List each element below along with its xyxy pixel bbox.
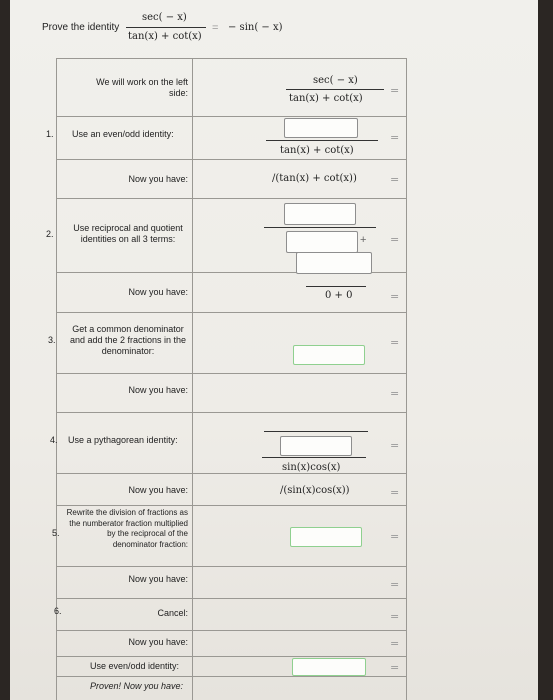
row7-top-bar bbox=[264, 431, 368, 432]
row-instruction: Use reciprocal and quotient identities on all 3 terms: bbox=[73, 223, 183, 244]
step-number: 4. bbox=[50, 435, 58, 445]
row-instruction: Now you have: bbox=[128, 574, 188, 584]
answer-input[interactable] bbox=[296, 252, 372, 274]
header-lhs-numerator: sec( − x) bbox=[142, 12, 187, 23]
table-right-border bbox=[406, 58, 407, 700]
row-instruction: Now you have: bbox=[128, 385, 188, 395]
header-equals: = bbox=[212, 22, 219, 34]
step-number: 5. bbox=[52, 528, 60, 538]
answer-input[interactable] bbox=[290, 527, 362, 547]
row-equals: = bbox=[390, 233, 400, 246]
row-instruction: Now you have: bbox=[128, 174, 188, 184]
answer-input[interactable] bbox=[293, 345, 365, 365]
step-number: 2. bbox=[46, 229, 54, 239]
row-divider bbox=[56, 505, 406, 506]
row-equals: = bbox=[390, 439, 400, 452]
row-divider bbox=[56, 58, 406, 59]
answer-input[interactable] bbox=[284, 203, 356, 225]
header-lhs-denominator: tan(x) + cot(x) bbox=[128, 31, 202, 42]
step-number: 3. bbox=[48, 335, 56, 345]
row-equals: = bbox=[390, 387, 400, 400]
row0-expr-numerator: sec( − x) bbox=[313, 75, 358, 86]
row2-expr: /(tan(x) + cot(x)) bbox=[272, 173, 357, 184]
row-instruction: Now you have: bbox=[128, 637, 188, 647]
row-divider bbox=[56, 630, 406, 631]
row4-fraction-bar bbox=[306, 286, 366, 287]
row-divider bbox=[56, 598, 406, 599]
step-number: 1. bbox=[46, 129, 54, 139]
row-equals: = bbox=[390, 578, 400, 591]
answer-input[interactable] bbox=[280, 436, 352, 456]
row-equals: = bbox=[390, 486, 400, 499]
row-equals: = bbox=[390, 661, 400, 674]
row-instruction: Rewrite the division of fractions as the numberator fraction multiplied by the reciprocal of the denominator fraction: bbox=[66, 508, 188, 549]
table-left-border bbox=[56, 58, 57, 700]
row-divider bbox=[56, 566, 406, 567]
row-instruction: Now you have: bbox=[128, 485, 188, 495]
row-divider bbox=[56, 198, 406, 199]
row1-fraction-bar bbox=[266, 140, 378, 141]
row-equals: = bbox=[390, 610, 400, 623]
table-mid-border bbox=[192, 58, 193, 700]
row-instruction: Proven! Now you have: bbox=[90, 681, 184, 691]
row-divider bbox=[56, 656, 406, 657]
row-equals: = bbox=[390, 290, 400, 303]
row3-fraction-bar bbox=[264, 227, 376, 228]
answer-input[interactable] bbox=[292, 658, 366, 676]
row0-expr-denominator: tan(x) + cot(x) bbox=[289, 93, 363, 104]
row-instruction: Use even/odd identity: bbox=[90, 661, 180, 671]
row-instruction: Cancel: bbox=[157, 608, 188, 618]
row7-expr: sin(x)cos(x) bbox=[282, 462, 341, 473]
row-equals: = bbox=[390, 336, 400, 349]
row-equals: = bbox=[390, 637, 400, 650]
row0-fraction-bar bbox=[286, 89, 384, 90]
row-instruction: Use a pythagorean identity: bbox=[68, 435, 178, 445]
row-divider bbox=[56, 116, 406, 117]
answer-input[interactable] bbox=[284, 118, 358, 138]
prove-label: Prove the identity bbox=[42, 22, 120, 33]
plus-sign: + bbox=[360, 234, 367, 246]
step-number: 6. bbox=[54, 606, 62, 616]
row-equals: = bbox=[390, 173, 400, 186]
row-divider bbox=[56, 312, 406, 313]
row-equals: = bbox=[390, 131, 400, 144]
header-fraction-bar bbox=[126, 27, 206, 28]
row-instruction: Use an even/odd identity: bbox=[72, 129, 174, 139]
row4-expr: 0 + 0 bbox=[325, 290, 353, 301]
row-divider bbox=[56, 412, 406, 413]
row-divider bbox=[56, 159, 406, 160]
row-instruction: We will work on the left side: bbox=[96, 77, 188, 98]
row-divider bbox=[56, 373, 406, 374]
row1-expr-denominator: tan(x) + cot(x) bbox=[280, 145, 354, 156]
row-divider bbox=[56, 676, 406, 677]
row-instruction: Get a common denominator and add the 2 fractions in the denominator: bbox=[69, 324, 187, 356]
row8-expr: /(sin(x)cos(x)) bbox=[280, 485, 350, 496]
row-equals: = bbox=[390, 84, 400, 97]
answer-input[interactable] bbox=[286, 231, 358, 253]
row-divider bbox=[56, 473, 406, 474]
row-instruction: Now you have: bbox=[128, 287, 188, 297]
header-rhs: − sin( − x) bbox=[228, 22, 283, 33]
row-equals: = bbox=[390, 530, 400, 543]
row7-fraction-bar bbox=[262, 457, 366, 458]
worksheet-page bbox=[10, 0, 538, 700]
